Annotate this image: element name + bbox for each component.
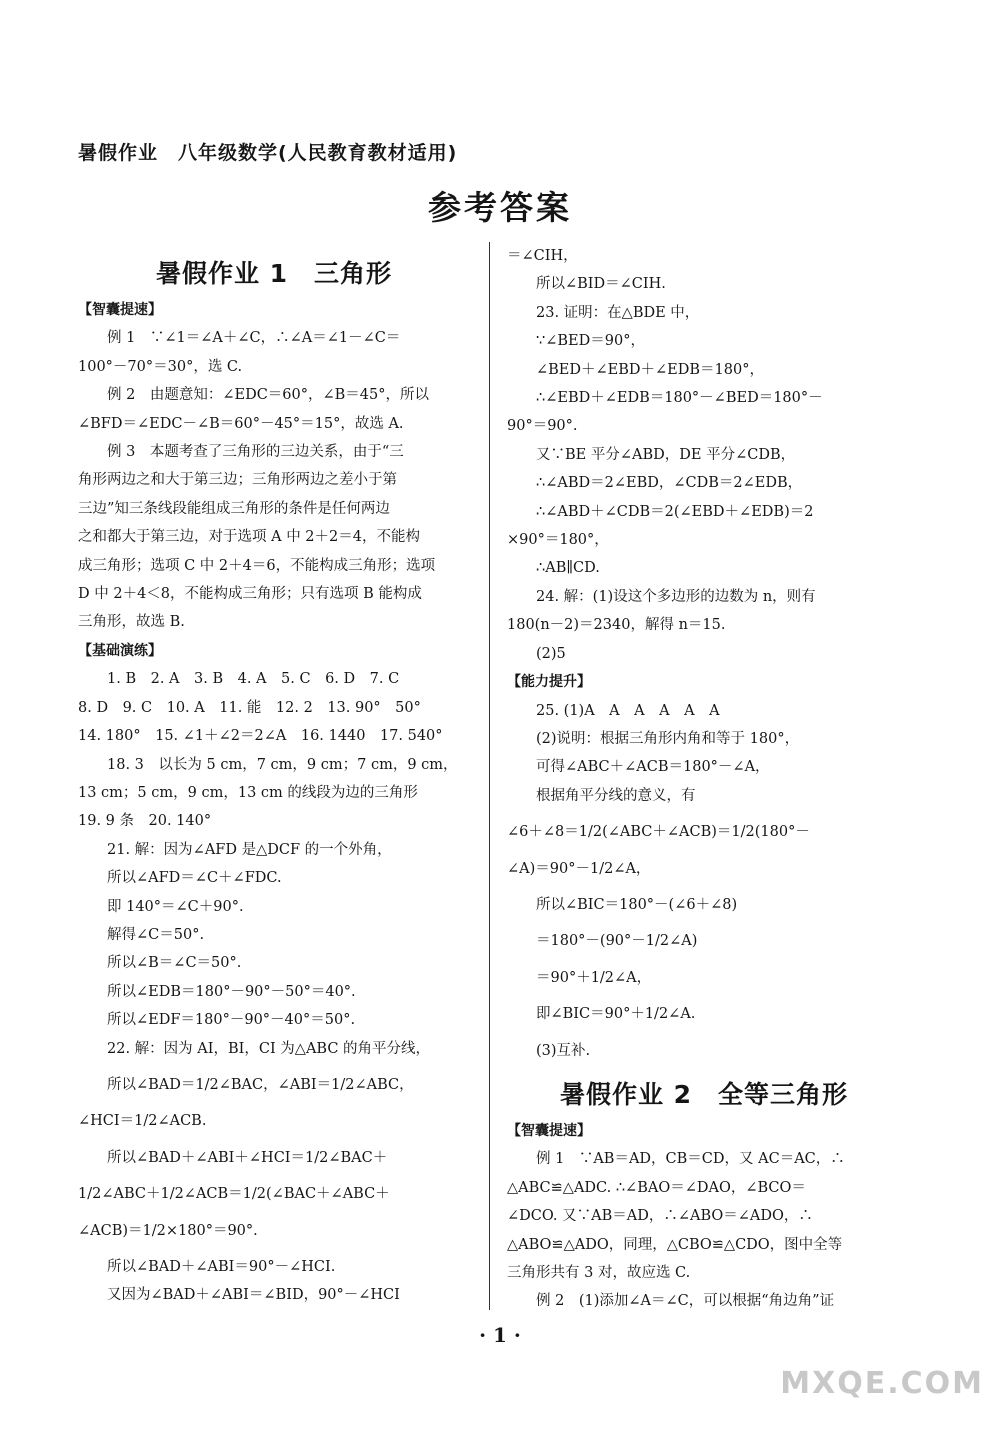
text-line: 三角形，故选 B. [78, 614, 185, 631]
text-line: 90°＝90°. [507, 418, 578, 435]
text-line: ∠BED＋∠EBD＋∠EDB＝180°， [536, 361, 764, 378]
text-line: 所以∠AFD＝∠C＋∠FDC. [107, 870, 282, 887]
section-tag: 【智囊提速】 [78, 302, 162, 318]
text-line: 21. 解：因为∠AFD 是△DCF 的一个外角， [107, 841, 392, 858]
text-line: 所以∠BAD＋∠ABI＝90°－∠HCI. [107, 1259, 336, 1275]
text-line: ∴AB∥CD. [536, 560, 600, 577]
text-line: 14. 180° 15. ∠1＋∠2＝2∠A 16. 1440 17. 540° [78, 728, 443, 745]
text-line: ∠HCI＝1/2∠ACB. [78, 1113, 207, 1130]
text-line: 23. 证明：在△BDE 中， [536, 304, 700, 321]
text-line: 根据角平分线的意义，有 [536, 787, 696, 804]
text-line: 例 3 本题考查了三角形的三边关系，由于“三 [107, 444, 404, 461]
text-line: △ABC≌△ADC. ∴∠BAO＝∠DAO，∠BCO＝ [507, 1179, 806, 1196]
text-line: 所以∠EDF＝180°－90°－40°＝50°. [107, 1012, 356, 1029]
text-line: 所以∠BID＝∠CIH. [536, 276, 666, 293]
text-line: 例 2 由题意知：∠EDC＝60°，∠B＝45°，所以 [107, 387, 429, 404]
text-line: 25. (1)A A A A A A [536, 702, 720, 719]
text-line: 13 cm；5 cm，9 cm，13 cm 的线段为边的三角形 [78, 784, 418, 801]
text-line: 三边”知三条线段能组成三角形的条件是任何两边 [78, 500, 390, 517]
text-line: 所以∠BAD＝1/2∠BAC，∠ABI＝1/2∠ABC， [107, 1076, 414, 1093]
section-tag: 【基础演练】 [78, 642, 162, 659]
text-line: D 中 2＋4＜8，不能构成三角形；只有选项 B 能构成 [78, 586, 422, 603]
text-line: 180(n－2)＝2340，解得 n＝15. [507, 617, 726, 634]
text-line: 19. 9 条 20. 140° [78, 813, 212, 830]
text-line: 例 1 ∵AB＝AD，CB＝CD，又 AC＝AC，∴ [536, 1151, 845, 1168]
text-line: ∠BFD＝∠EDC－∠B＝60°－45°＝15°，故选 A. [78, 415, 404, 432]
book-header: 暑假作业 八年级数学(人民教育教材适用) [78, 142, 458, 164]
text-line: ∴∠EBD＋∠EDB＝180°－∠BED＝180°－ [536, 390, 823, 407]
text-line: 成三角形；选项 C 中 2＋4＝6，不能构成三角形；选项 [78, 557, 436, 574]
section-tag: 【智囊提速】 [507, 1122, 591, 1139]
text-line: 又∵BE 平分∠ABD，DE 平分∠CDB， [536, 446, 796, 463]
page-title: 参考答案 [428, 188, 572, 227]
text-line: △ABO≌△ADO，同理，△CBO≌△CDO，图中全等 [507, 1236, 843, 1253]
watermark-logo: MXQE.COM [780, 1366, 984, 1401]
text-line: ∠6＋∠8＝1/2(∠ABC＋∠ACB)＝1/2(180°－ [507, 824, 810, 841]
text-line: 所以∠EDB＝180°－90°－50°＝40°. [107, 983, 356, 1000]
text-line: 24. 解：(1)设这个多边形的边数为 n，则有 [536, 588, 816, 605]
text-line: ∵∠BED＝90°， [536, 333, 645, 350]
text-line: ∠DCO. 又∵AB＝AD，∴∠ABO＝∠ADO，∴ [507, 1208, 813, 1225]
text-line: 所以∠BAD＋∠ABI＋∠HCI＝1/2∠BAC＋ [107, 1149, 388, 1166]
section-title: 暑假作业 1 三角形 [155, 259, 393, 288]
text-line: 解得∠C＝50°. [107, 926, 205, 943]
text-line: 1/2∠ABC＋1/2∠ACB＝1/2(∠BAC＋∠ABC＋ [78, 1186, 390, 1203]
text-line: ＝∠CIH， [507, 248, 578, 264]
text-line: ＝180°－(90°－1/2∠A) [536, 933, 698, 950]
text-line: 18. 3 以长为 5 cm，7 cm，9 cm；7 cm，9 cm， [107, 756, 458, 773]
text-line: 1. B 2. A 3. B 4. A 5. C 6. D 7. C [107, 671, 400, 688]
text-line: (2)说明：根据三角形内角和等于 180°， [536, 730, 800, 747]
text-line: 之和都大于第三边，对于选项 A 中 2＋2＝4，不能构 [78, 529, 420, 546]
text-line: 可得∠ABC＋∠ACB＝180°－∠A， [536, 759, 770, 776]
text-line: ∠ACB)＝1/2×180°＝90°. [78, 1222, 258, 1239]
right-column [507, 242, 901, 1316]
left-column [78, 242, 470, 1310]
section-tag: 【能力提升】 [507, 674, 591, 691]
text-line: 所以∠B＝∠C＝50°. [107, 955, 242, 972]
column-divider [489, 242, 490, 1310]
text-line: 又因为∠BAD＋∠ABI＝∠BID，90°－∠HCI [107, 1287, 400, 1304]
text-line: 角形两边之和大于第三边；三角形两边之差小于第 [78, 472, 397, 489]
text-line: ∠A)＝90°－1/2∠A， [507, 860, 651, 877]
text-line: 8. D 9. C 10. A 11. 能 12. 2 13. 90° 50° [78, 699, 421, 716]
text-line: 即∠BIC＝90°＋1/2∠A. [536, 1006, 696, 1023]
section-title: 暑假作业 2 全等三角形 [559, 1079, 849, 1109]
text-line: 即 140°＝∠C＋90°. [107, 898, 244, 915]
text-line: 所以∠BIC＝180°－(∠6＋∠8) [536, 896, 738, 913]
text-line: (2)5 [536, 645, 566, 662]
text-line: 例 2 (1)添加∠A＝∠C，可以根据“角边角”证 [536, 1293, 835, 1310]
text-line: ×90°＝180°， [507, 532, 609, 549]
text-line: ∴∠ABD＝2∠EBD，∠CDB＝2∠EDB， [536, 475, 803, 492]
text-line: 100°－70°＝30°，选 C. [78, 358, 243, 375]
text-line: 三角形共有 3 对，故应选 C. [507, 1265, 691, 1281]
page-number: · 1 · [479, 1323, 521, 1347]
text-line: 例 1 ∵∠1＝∠A＋∠C，∴∠A＝∠1－∠C＝ [107, 330, 401, 347]
text-line: ∴∠ABD＋∠CDB＝2(∠EBD＋∠EDB)＝2 [536, 503, 814, 520]
text-line: 22. 解：因为 AI，BI，CI 为△ABC 的角平分线， [107, 1040, 431, 1057]
text-line: ＝90°＋1/2∠A， [536, 969, 652, 986]
text-line: (3)互补. [536, 1042, 591, 1059]
